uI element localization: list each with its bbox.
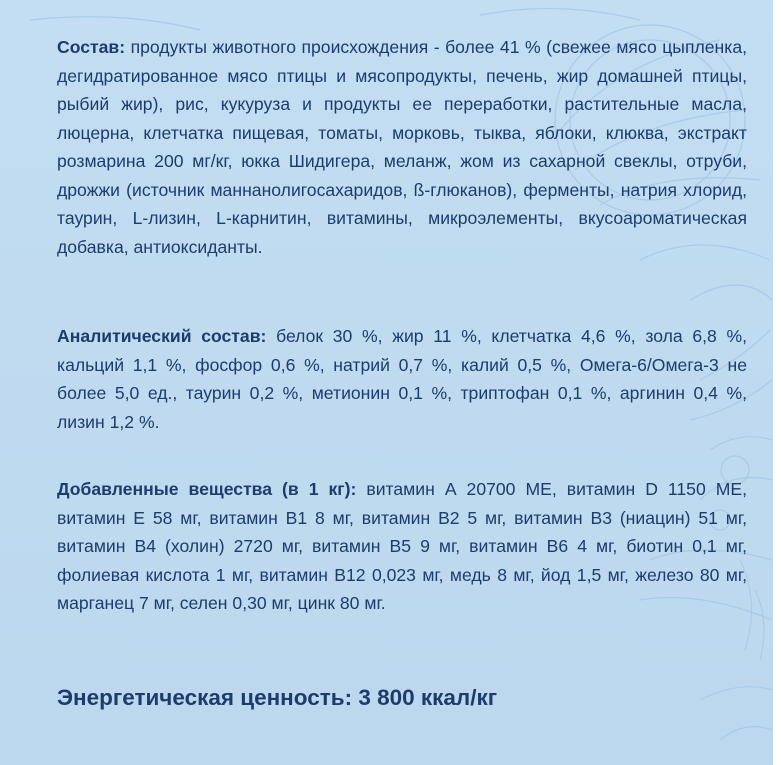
composition-label: Состав: (57, 37, 126, 57)
analytic-label: Аналитический состав: (57, 326, 267, 346)
additives-label: Добавленные вещества (в 1 кг): (57, 479, 357, 499)
composition-text: продукты животного происхождения - более 41 % (свежее мясо цыпленка, дегидратированное мясо птицы и мясопродукты, печень, жир домашней птицы, рыбий жир), рис, кукуруза и продукты ее переработки, растительные масла, люцерна, клетчатка пищевая, томаты, морковь, тыква, яблоки, клюква, экстракт розмарина 200 мг/кг, юкка Шидигера, меланж, жом из сахарной свеклы, отруби, дрожжи (источник маннанолигосахаридов, ß-глюканов), ферменты, натрия хлорид, таурин, L-лизин, L-карнитин, витамины, микроэлементы, вкусоароматическая добавка, антиоксиданты. (57, 37, 747, 257)
energy-value: 3 800 ккал/кг (358, 685, 498, 710)
energy-label: Энергетическая ценность: (57, 685, 353, 710)
energy-value-heading (57, 683, 747, 713)
ingredients-text-block (57, 33, 748, 710)
analytic-section (57, 322, 747, 436)
additives-text: витамин А 20700 МЕ, витамин D 1150 МЕ, витамин Е 58 мг, витамин В1 8 мг, витамин В2 5 мг, витамин В3 (ниацин) 51 мг, витамин В4 (холин) 2720 мг, витамин В5 9 мг, витамин В6 4 мг, биотин 0,1 мг, фолиевая кислота 1 мг, витамин В12 0,023 мг, медь 8 мг, йод 1,5 мг, железо 80 мг, марганец 7 мг, селен 0,30 мг, цинк 80 мг. (57, 479, 747, 613)
composition-section (57, 33, 747, 261)
additives-section (57, 475, 747, 618)
analytic-text: белок 30 %, жир 11 %, клетчатка 4,6 %, зола 6,8 %, кальций 1,1 %, фосфор 0,6 %, натрий 0,7 %, калий 0,5 %, Омега-6/Омега-3 не более 5,0 ед., таурин 0,2 %, метионин 0,1 %, триптофан 0,1 %, аргинин 0,4 %, лизин 1,2 %. (57, 326, 748, 432)
